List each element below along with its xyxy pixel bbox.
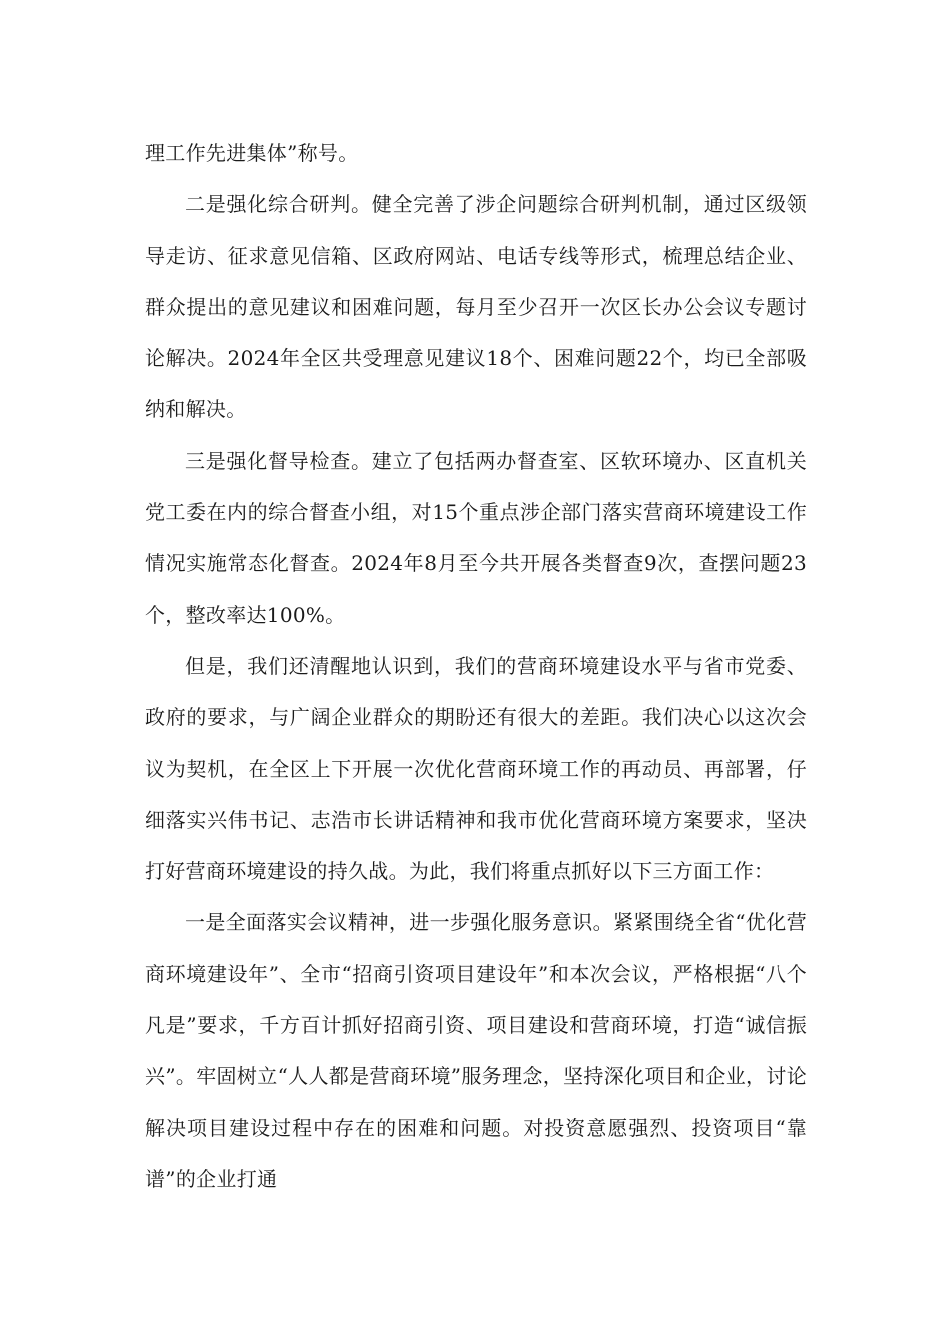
document-body bbox=[145, 128, 807, 1205]
paragraph-supervision-inspection: 三是强化督导检查。建立了包括两办督查室、区软环境办、区直机关党工委在内的综合督查小组，对15个重点涉企部门落实营商环境建设工作情况实施常态化督查。2024年8月至今共开展各类督查9次，查摆问题23个，整改率达100%。 bbox=[145, 448, 807, 627]
paragraph-gap-and-plan: 但是，我们还清醒地认识到，我们的营商环境建设水平与省市党委、政府的要求，与广阔企业群众的期盼还有很大的差距。我们决心以这次会议为契机，在全区上下开展一次优化营商环境工作的再动员、再部署，仔细落实兴伟书记、志浩市长讲话精神和我市优化营商环境方案要求，坚决打好营商环境建设的持久战。为此，我们将重点抓好以下三方面工作： bbox=[145, 653, 807, 884]
paragraph-comprehensive-analysis: 二是强化综合研判。健全完善了涉企问题综合研判机制，通过区级领导走访、征求意见信箱、区政府网站、电话专线等形式，梳理总结企业、群众提出的意见建议和困难问题，每月至少召开一次区长办公会议专题讨论解决。2024年全区共受理意见建议18个、困难问题22个，均已全部吸纳和解决。 bbox=[145, 192, 807, 422]
paragraph-continuation: 理工作先进集体”称号。 bbox=[145, 141, 359, 165]
paragraph-implement-meeting-spirit: 一是全面落实会议精神，进一步强化服务意识。紧紧围绕全省“优化营商环境建设年”、全市“招商引资项目建设年”和本次会议，严格根据“八个凡是”要求，千方百计抓好招商引资、项目建设和营商环境，打造“诚信振兴”。牢固树立“人人都是营商环境”服务理念，坚持深化项目和企业，讨论解决项目建设过程中存在的困难和问题。对投资意愿强烈、投资项目“靠谱”的企业打通 bbox=[145, 910, 807, 1191]
